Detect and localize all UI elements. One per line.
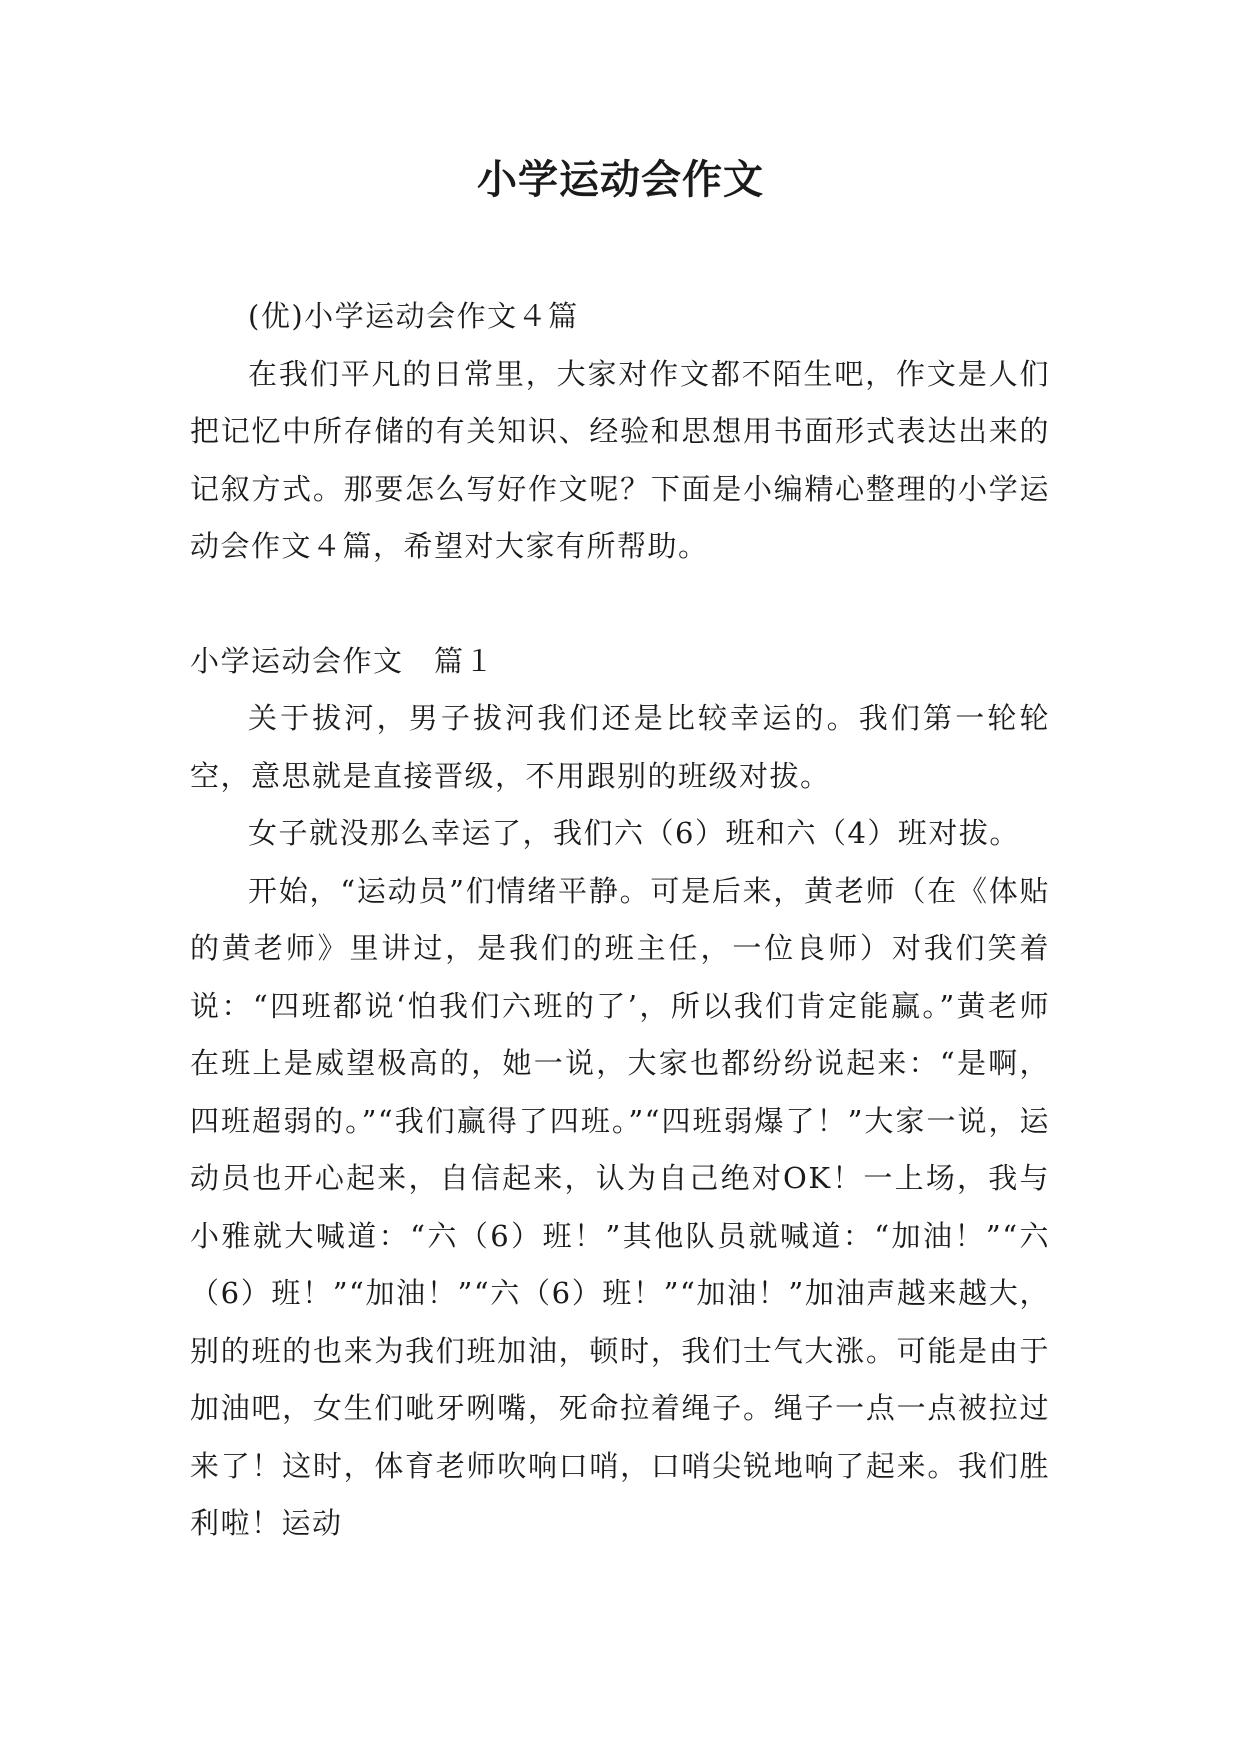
paragraph-spacer	[190, 576, 1050, 633]
body-paragraph: 女子就没那么幸运了，我们六（6）班和六（4）班对拔。	[248, 816, 1020, 850]
body-paragraph: 关于拔河，男子拔河我们还是比较幸运的。我们第一轮轮空，意思就是直接晋级，不用跟别的班级对拔。	[190, 701, 1050, 793]
document-subtitle: (优)小学运动会作文４篇	[248, 299, 579, 333]
intro-paragraph: 在我们平凡的日常里，大家对作文都不陌生吧，作文是人们把记忆中所存储的有关知识、经验和思想用书面形式表达出来的记叙方式。那要怎么写好作文呢？下面是小编精心整理的小学运动会作文４篇，希望对大家有所帮助。	[190, 356, 1050, 563]
document-body	[190, 288, 1050, 1553]
body-paragraph: 开始，“运动员”们情绪平静。可是后来，黄老师（在《体贴的黄老师》里讲过，是我们的班主任，一位良师）对我们笑着说：“四班都说‘怕我们六班的了’，所以我们肯定能赢。”黄老师在班上是威望极高的，她一说，大家也都纷纷说起来：“是啊，四班超弱的。”“我们赢得了四班。”“四班弱爆了！”大家一说，运动员也开心起来，自信起来，认为自己绝对OK！一上场，我与小雅就大喊道：“六（6）班！”其他队员就喊道：“加油！”“六（6）班！”“加油！”“六（6）班！”“加油！”加油声越来越大，别的班的也来为我们班加油，顿时，我们士气大涨。可能是由于加油吧，女生们呲牙咧嘴，死命拉着绳子。绳子一点一点被拉过来了！这时，体育老师吹响口哨，口哨尖锐地响了起来。我们胜利啦！运动	[190, 873, 1050, 1540]
page-title: 小学运动会作文	[477, 156, 764, 203]
section-heading: 小学运动会作文 篇１	[190, 643, 496, 678]
